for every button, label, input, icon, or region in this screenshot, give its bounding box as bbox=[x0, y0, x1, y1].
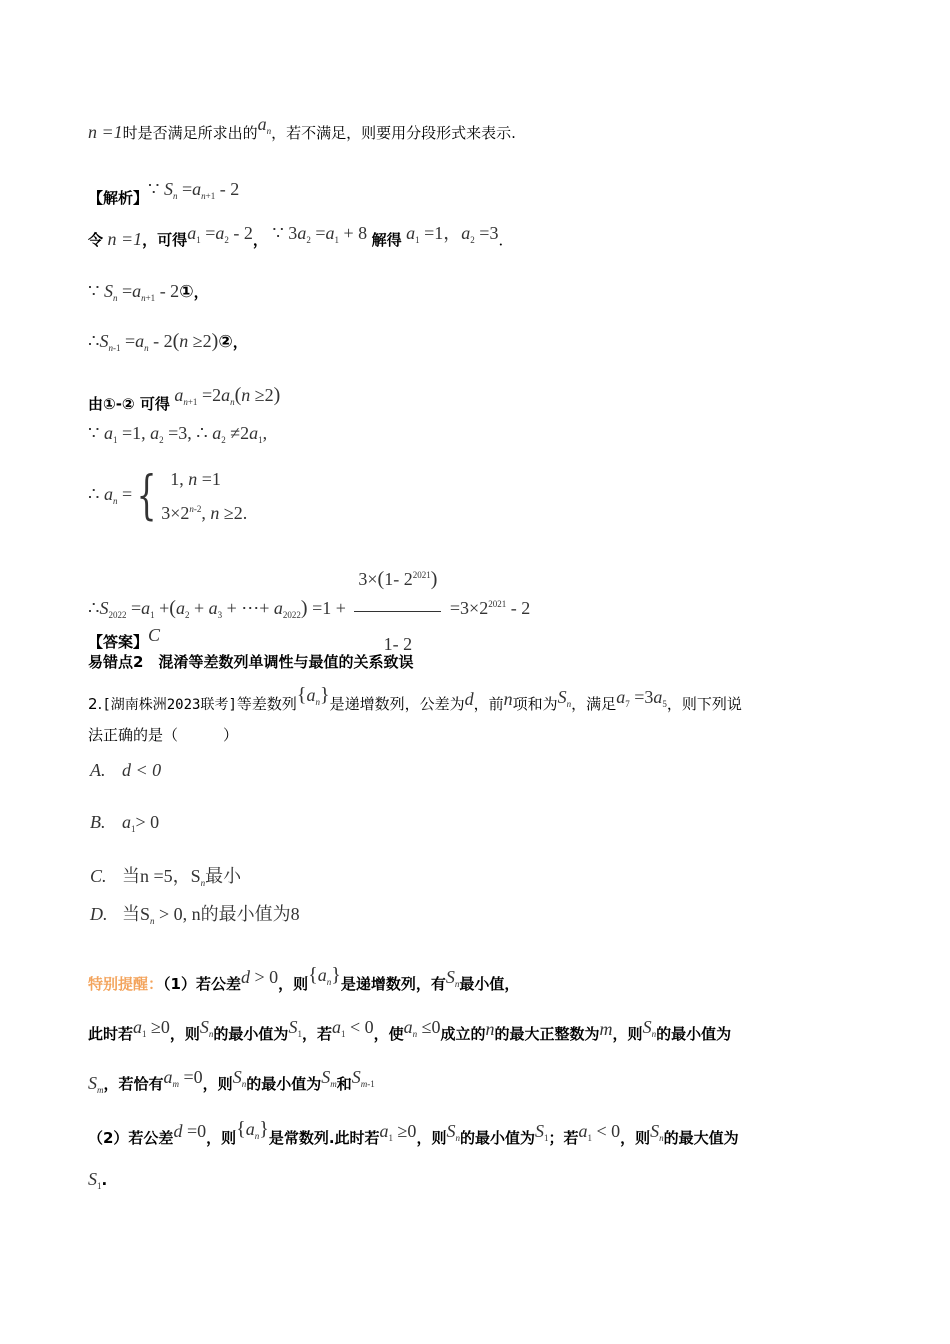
question-text-7: 法正确的是（ ） bbox=[88, 726, 239, 744]
formula-a1-lt-0-b: $a_1 < 0$ bbox=[578, 1121, 621, 1143]
question-source: [湖南株洲2023联考] bbox=[102, 697, 237, 713]
formula-d: d bbox=[464, 689, 474, 709]
cases: 1, n =1 $3\times 2^{n-2}$, n ≥2. bbox=[161, 469, 248, 523]
formula-sn-t1: $S_n$ bbox=[445, 967, 460, 989]
formula-a1-a2: $a_1 =a_2 - 2$ bbox=[187, 223, 253, 245]
analysis-line-6 bbox=[88, 422, 267, 451]
tip-p4-d: ，则 bbox=[416, 1129, 447, 1147]
formula-am-eq-0: $a_m =0$ bbox=[163, 1067, 203, 1089]
tip-p4-a: （2）若公差 bbox=[88, 1129, 174, 1147]
line2-mid3: 解得 bbox=[371, 231, 402, 249]
formula-sn-t4: $S_n$ bbox=[446, 1121, 460, 1143]
tip-line-4 bbox=[88, 1118, 739, 1155]
tip-p1-b: ，则 bbox=[278, 975, 309, 993]
tip-p4-e: 的最小值为 bbox=[459, 1129, 535, 1147]
ling-label: 令 bbox=[88, 231, 104, 249]
formula-s2022: $\therefore S_{2022} =a_1 +(a_2 + a_3$ + ⋯+ $a_{2022}) =1$ + $\frac{3\times(1- 2^{2021})}{1- 2}$ $=3\times 2^{2021} - 2$ bbox=[88, 598, 530, 618]
answer-label: 【答案】 bbox=[88, 633, 149, 651]
tip-p4-f: ；若 bbox=[548, 1129, 579, 1147]
tip-p1-a: （1）若公差 bbox=[163, 975, 241, 993]
tip-line-2 bbox=[88, 1017, 732, 1051]
formula-n-eq-1: n =1 bbox=[88, 122, 123, 142]
tip-p3-d: 和 bbox=[336, 1075, 352, 1093]
formula-a-n: $a_n$ bbox=[257, 114, 272, 136]
option-b[interactable] bbox=[90, 812, 159, 834]
option-d-letter: D. bbox=[90, 904, 108, 924]
tip-p2-h: ，则 bbox=[612, 1025, 643, 1043]
left-brace: { bbox=[136, 466, 157, 526]
formula-a1-lt-0: $a_1 < 0$ bbox=[331, 1017, 374, 1039]
tip-p2-f: 成立的 bbox=[440, 1025, 486, 1043]
formula-set-an: $\{a_n\}$ bbox=[296, 684, 330, 707]
tip-p3-c: 的最小值为 bbox=[246, 1075, 322, 1093]
tip-line-3 bbox=[88, 1067, 375, 1101]
analysis-line-3 bbox=[88, 280, 209, 309]
tip-p1-d: 最小值， bbox=[459, 975, 520, 993]
formula-an-piecewise: ∴ $a_n$ ={ 1, n =1 $3\times 2^{n-2}$, n ≥2. bbox=[88, 466, 248, 526]
tip-p2-d: ，若 bbox=[301, 1025, 332, 1043]
analysis-label: 【解析】 bbox=[88, 189, 149, 207]
tip-p1-c: 是递增数列，有 bbox=[340, 975, 446, 993]
tip-p4-c: 是常数列.此时若 bbox=[268, 1129, 380, 1147]
formula-s1-t2: $S_1$ bbox=[288, 1017, 302, 1039]
tip-p4-g: ，则 bbox=[620, 1129, 651, 1147]
line2-end: ． bbox=[498, 231, 514, 249]
formula-a7-3a5: $a_7 =3a_5$ bbox=[616, 687, 667, 709]
formula-recurrence: $a_{n+1} =2a_n(n \ge 2)$ bbox=[174, 384, 281, 407]
formula-given: ∵ $S_n =a_{n+1} - 2$ bbox=[148, 179, 240, 201]
question-text-1: 等差数列 bbox=[236, 695, 297, 713]
option-a[interactable] bbox=[90, 760, 161, 781]
fraction: $\frac{3\times(1- 2^{2021})}{1- 2}$ bbox=[354, 545, 441, 674]
option-c-content: 当n =5，S bbox=[122, 866, 201, 886]
formula-a2-ne-2a1: ∵ $a_1 =1$, $a_2 =3$, ∴ $a_2 \ne 2a_1$, bbox=[88, 423, 268, 445]
tip-p2-g: 的最大正整数为 bbox=[494, 1025, 600, 1043]
question-line-2 bbox=[88, 724, 238, 746]
comma-2: ， bbox=[232, 333, 248, 351]
formula-sn-q: $S_n$ bbox=[557, 687, 572, 709]
circle-two: ② bbox=[218, 332, 233, 352]
formula-a1-ge-0-b: $a_1 \ge 0$ bbox=[379, 1121, 417, 1143]
analysis-line-4 bbox=[88, 330, 248, 359]
formula-sn-t4b: $S_n$ bbox=[650, 1121, 664, 1143]
tip-p4-h: 的最大值为 bbox=[663, 1129, 739, 1147]
question-text-3: ，前 bbox=[473, 695, 504, 713]
formula-s1-t4: $S_1$ bbox=[534, 1121, 549, 1143]
line5-prefix: 由①-② 可得 bbox=[88, 395, 170, 413]
formula-sn-minus-1: $\therefore S_{n-1} =a_n - 2(n \ge 2)$ bbox=[88, 330, 219, 353]
question-number: 2. bbox=[88, 695, 103, 713]
option-d-content: 当S bbox=[122, 904, 151, 924]
tip-p2-c: 的最小值为 bbox=[213, 1025, 289, 1043]
formula-set-an-2: $\{a_n\}$ bbox=[308, 964, 341, 987]
option-d[interactable]: D. 当$S_n > 0$, n的最小值为8 bbox=[90, 904, 300, 926]
tip-label: 特别提醒： bbox=[88, 975, 164, 993]
formula-set-an-3: $\{a_n\}$ bbox=[236, 1118, 269, 1141]
option-d-suffix: 的最小值为8 bbox=[200, 904, 300, 924]
formula-solutions: $a_1 =1$，$a_2 =3$ bbox=[406, 223, 499, 245]
option-a-content: d < 0 bbox=[122, 760, 162, 780]
formula-d-gt-0: d > 0 bbox=[240, 967, 279, 987]
error-point-title bbox=[88, 651, 413, 673]
tip-p2-b: ，则 bbox=[169, 1025, 200, 1043]
formula-sm: $S_m$ bbox=[88, 1073, 104, 1095]
formula-sn-t3: $S_n$ bbox=[232, 1067, 247, 1089]
tip-p4-b: ，则 bbox=[206, 1129, 237, 1147]
formula-sn-t2: $S_n$ bbox=[199, 1017, 214, 1039]
formula-sn-1: ∵ $S_n =a_{n+1} - 2$ bbox=[88, 281, 180, 303]
formula-a1-ge-0: $a_1 \ge 0$ bbox=[133, 1017, 170, 1039]
answer-line bbox=[88, 624, 161, 651]
formula-sm-t3: $S_m$ bbox=[321, 1067, 337, 1089]
question-text-6: ，则下列说 bbox=[666, 695, 742, 713]
analysis-line-5 bbox=[88, 384, 281, 417]
formula-s1-t5: $S_1$ bbox=[88, 1169, 102, 1191]
formula-n1: n =1 bbox=[103, 229, 143, 249]
question-text-2: 是递增数列，公差为 bbox=[329, 695, 465, 713]
tip-p2-e: ，使 bbox=[373, 1025, 404, 1043]
tip-p3-a: ，若恰有 bbox=[103, 1075, 164, 1093]
formula-n-t2: n bbox=[485, 1019, 495, 1039]
question-text-5: ，满足 bbox=[571, 695, 617, 713]
option-b-content: > 0 bbox=[135, 812, 160, 832]
tip-line-5 bbox=[88, 1168, 107, 1197]
option-b-letter: B. bbox=[90, 812, 106, 832]
formula-3a2: ∵ $3a_2 =a_1 + 8$ bbox=[267, 223, 372, 245]
formula-m: m bbox=[599, 1019, 613, 1039]
question-text-4: 项和为 bbox=[512, 695, 558, 713]
intro-text-1: 时是否满足所求出的 bbox=[122, 124, 258, 142]
option-c[interactable]: C. 当n =5，$S_n$最小 bbox=[90, 866, 242, 888]
analysis-piecewise bbox=[88, 464, 247, 531]
answer-value: C bbox=[148, 625, 161, 645]
option-b-a1: $a_1$ bbox=[122, 812, 136, 834]
question-line-1 bbox=[88, 684, 742, 721]
tip-p2-a: 此时若 bbox=[88, 1025, 134, 1043]
intro-text-2: ，若不满足，则要用分段形式来表示. bbox=[271, 124, 516, 142]
tip-p3-b: ，则 bbox=[202, 1075, 233, 1093]
circle-one: ① bbox=[179, 282, 194, 302]
formula-n: n bbox=[503, 689, 513, 709]
error-point-title-text: 易错点2 混淆等差数列单调性与最值的关系致误 bbox=[88, 653, 414, 671]
formula-sn-t2b: $S_n$ bbox=[642, 1017, 657, 1039]
formula-sm-minus-1: $S_{m-1}$ bbox=[351, 1067, 375, 1089]
tip-p2-i: 的最小值为 bbox=[656, 1025, 732, 1043]
option-c-letter: C. bbox=[90, 866, 107, 886]
tip-line-1 bbox=[88, 964, 520, 1001]
option-d-mid: > 0, n bbox=[154, 904, 201, 924]
formula-d-eq-0: d =0 bbox=[173, 1121, 207, 1141]
line2-mid1: ，可得 bbox=[142, 231, 188, 249]
line2-mid2: ， bbox=[252, 231, 268, 249]
comma-1: ， bbox=[193, 283, 209, 301]
tip-p5-end: . bbox=[101, 1171, 108, 1189]
formula-an-le-0: $a_n \le 0$ bbox=[403, 1017, 441, 1039]
intro-line bbox=[88, 114, 516, 150]
option-c-suffix: 最小 bbox=[205, 866, 242, 886]
analysis-line-1 bbox=[88, 180, 239, 209]
analysis-line-2 bbox=[88, 223, 514, 257]
option-a-letter: A. bbox=[90, 760, 106, 780]
